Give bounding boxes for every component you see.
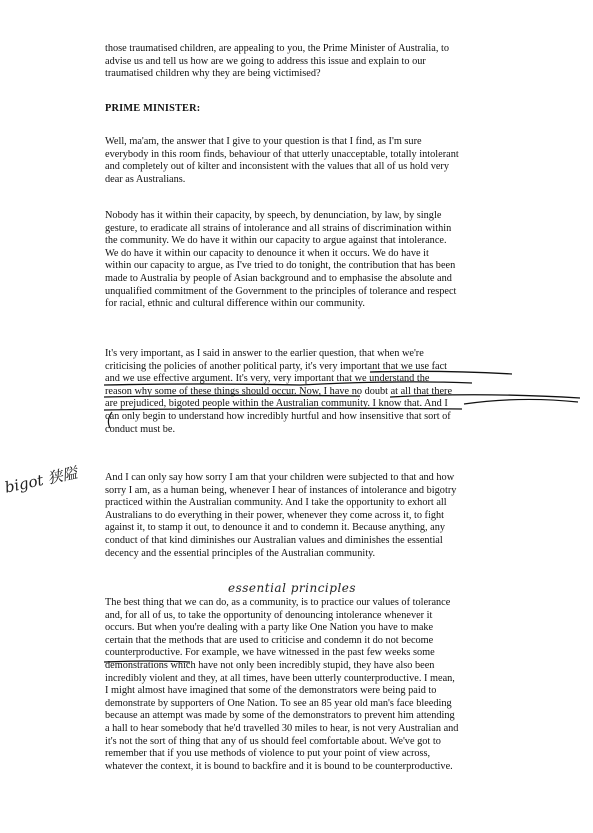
pen-underline [300, 382, 472, 385]
text-line: everybody in this room finds, behaviour of that utterly unacceptable, totally intolerant [105, 148, 459, 160]
text-line: certain that the methods that are used to criticise and condemn it do not become [105, 634, 434, 646]
text-line: unqualified commitment of the Government to the principles of tolerance and respect [105, 285, 457, 297]
text-line: the community. We do have it within our capacity to argue against that intolerance. [105, 235, 447, 247]
pen-underline [104, 661, 190, 662]
handwritten-margin-note: bigot 狭隘 [3, 463, 80, 497]
text-line: made to Australia by people of Asian background and to emphasise the absolute and [105, 272, 452, 284]
text-line: incredibly violent and they, at all times, have been utterly counterproductive. I mean, [105, 672, 455, 684]
text-line: for racial, ethnic and cultural difference within our community. [105, 298, 365, 310]
text-line: Well, ma'am, the answer that I give to your question is that I find, as I'm sure [105, 136, 422, 147]
text-line: dear as Australians. [105, 173, 186, 185]
text-line: It's very important, as I said in answer to the earlier question, that when we're [105, 348, 424, 359]
text-line: and we use effective argument. It's very, very important that we understand the [105, 373, 430, 385]
pen-underline [370, 371, 512, 374]
text-line: demonstrations which have not only been incredibly stupid, they have also been [105, 659, 435, 671]
text-line: and, for all of us, to take the opportunity of denouncing intolerance whenever it [105, 609, 433, 621]
text-line: reason why some of these things should occur. Now, I have no doubt at all that there [105, 385, 453, 397]
text-line: conduct of that kind diminishes our Australian values and diminishes the essential [105, 534, 443, 546]
text-line: Nobody has it within their capacity, by speech, by denunciation, by law, by single [105, 210, 442, 221]
pen-underline [104, 408, 462, 410]
text-line: sorry I am, as a human being, whenever I hear of instances of intolerance and bigotry [105, 484, 457, 496]
text-line: occurs. But when you're dealing with a party like One Nation you have to make [105, 622, 434, 634]
text-line: because an attempt was made by some of the demonstrators to prevent him attending [105, 710, 455, 722]
speaker-label: PRIME MINISTER: [105, 103, 201, 114]
text-line: whatever the context, it is bound to backfire and it is bound to be counterproductive. [105, 760, 453, 772]
text-line: can only begin to understand how incredibly hurtful and how insensitive that sort of [105, 410, 451, 422]
text-line: I might almost have imagined that some of the demonstrators were being paid to [105, 685, 437, 697]
text-line: We do have it within our capacity to denounce it when it occurs. We do have it [105, 247, 429, 259]
text-line: practiced within the Australian community. And I take the opportunity to exhort all [105, 497, 447, 509]
pen-underline [104, 395, 360, 397]
pen-bracket [108, 412, 112, 428]
text-line: conduct must be. [105, 423, 176, 435]
text-line: and completely out of kilter and inconsistent with the values that all of us hold very [105, 161, 450, 173]
text-line: those traumatised children, are appealing to you, the Prime Minister of Australia, to [105, 43, 450, 54]
text-line: a hall to hear somebody that he'd travelled 30 miles to hear, is not very Australian and [105, 722, 459, 734]
text-line: it's not the sort of thing that any of us should feel comfortable about. We've got to [105, 735, 441, 747]
text-line: decency and the essential principles of the Australian community. [105, 547, 376, 559]
pen-bracket [464, 399, 578, 404]
pen-underline [390, 395, 580, 398]
text-line: Australians to do everything in their power, whenever they come across it, to fight [105, 509, 445, 521]
text-line: And I can only say how sorry I am that your children were subjected to that and how [105, 472, 455, 483]
handwritten-inline-note: essential principles [228, 581, 357, 595]
text-line: gesture, to eradicate all strains of intolerance and all strains of discrimination within [105, 222, 452, 234]
text-line: The best thing that we can do, as a community, is to practice our values of tolerance [105, 597, 451, 608]
text-line: within our capacity to argue, as I've tried to do tonight, the contribution that has been [105, 260, 456, 272]
text-line: against it, to stamp it out, to denounce it and to condemn it. Because anything, any [105, 522, 446, 534]
text-line: demonstrate by supporters of One Nation. To see an 85 year old man's face bleeding [105, 697, 452, 709]
text-line: are prejudiced, bigoted people within the Australian community. I know that. And I [105, 398, 448, 410]
pen-underline [104, 384, 300, 385]
text-line: remember that if you use methods of violence to put your point of view across, [105, 748, 431, 760]
text-line: criticising the policies of another political party, it's very important that we use fact [105, 360, 448, 372]
text-line: traumatised children why they are being victimised? [105, 68, 321, 80]
text-line: advise us and tell us how are we going to address this issue and explain to our [105, 55, 426, 67]
text-line: counterproductive. For example, we have witnessed in the past few weeks some [105, 647, 435, 659]
